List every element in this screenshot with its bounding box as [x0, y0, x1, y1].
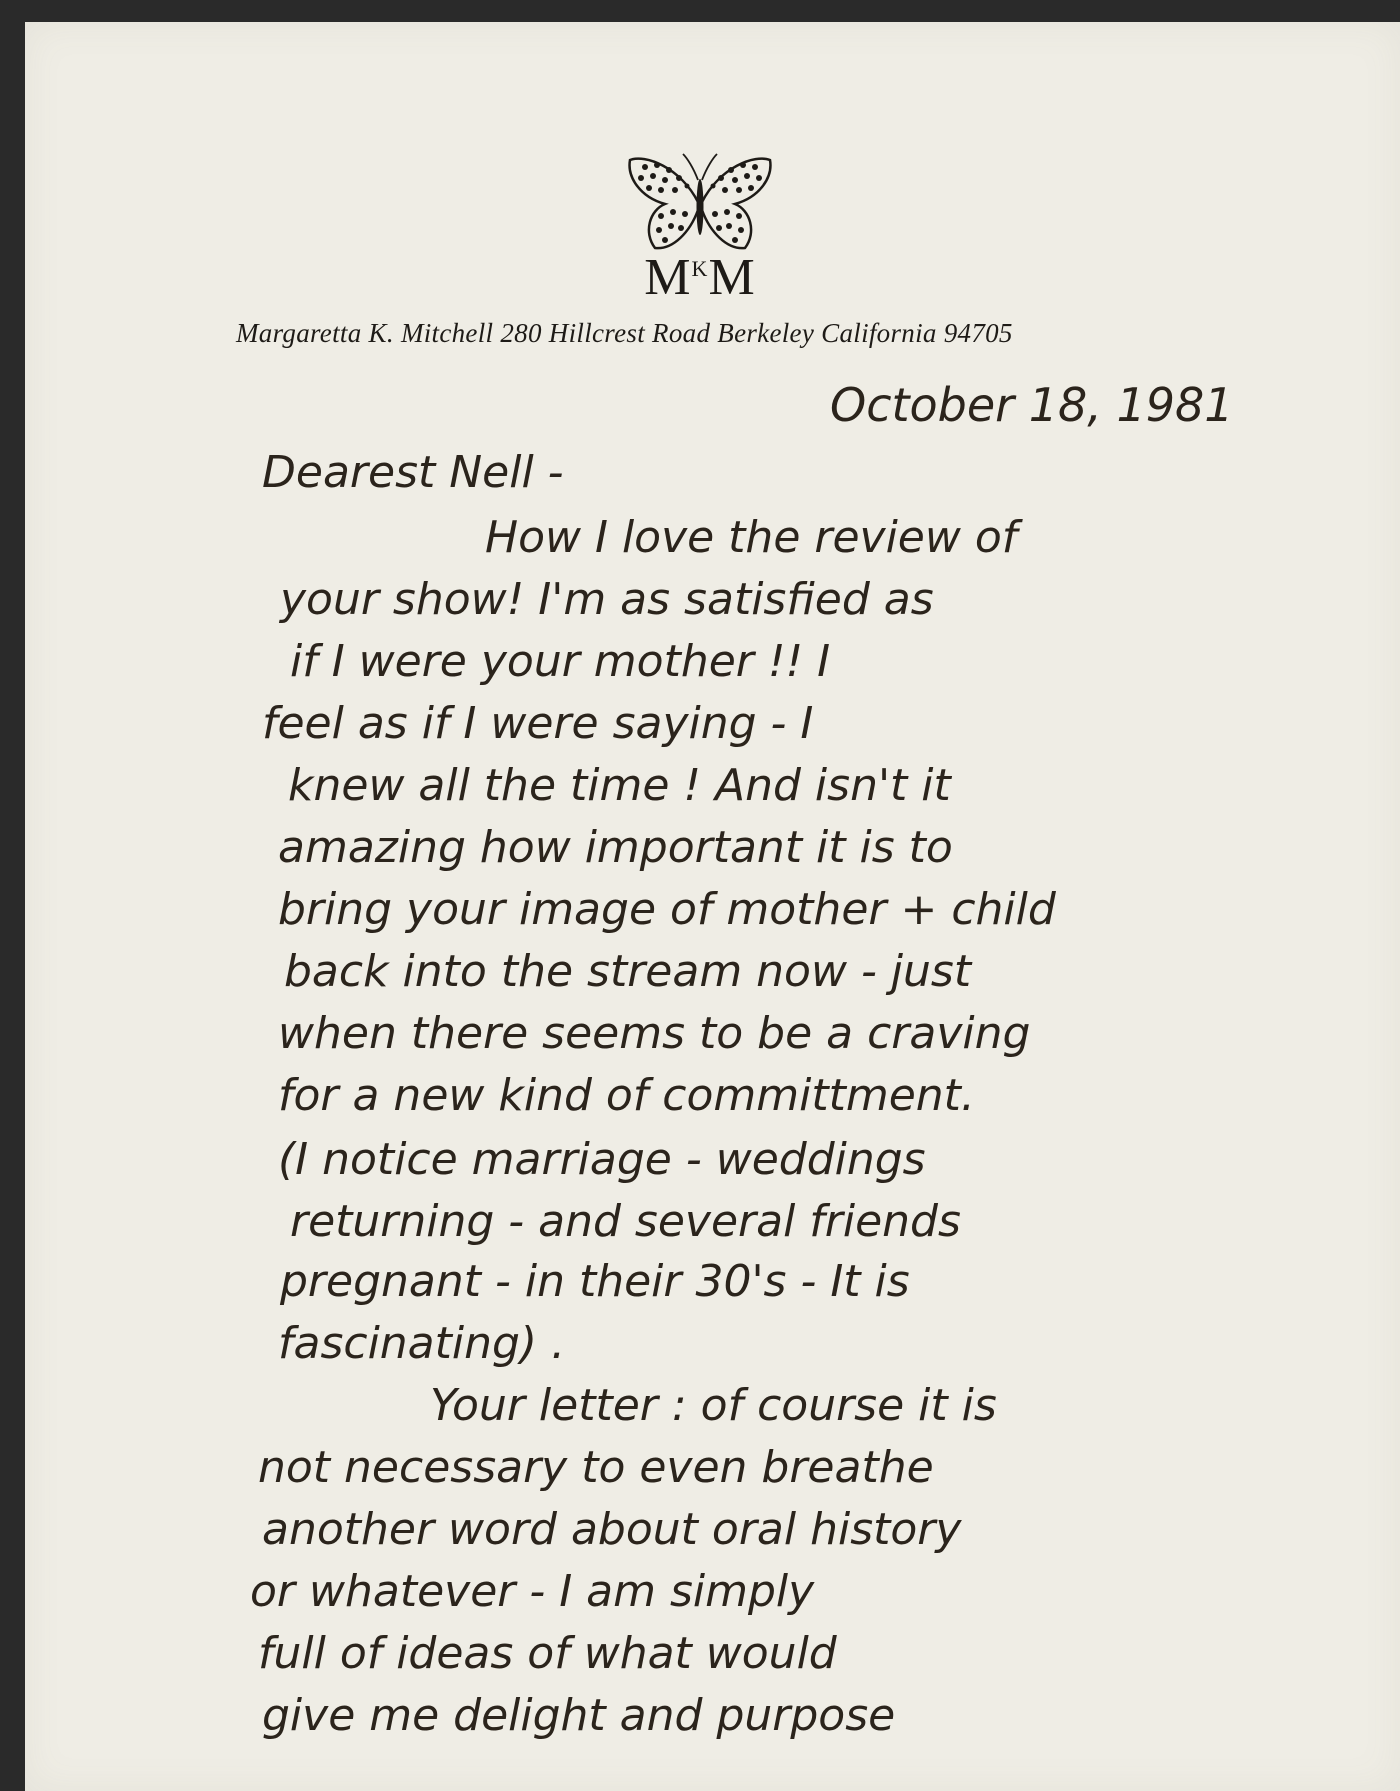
letter-line: knew all the time ! And isn't it — [288, 760, 951, 811]
letter-line: or whatever - I am simply — [250, 1566, 815, 1617]
monogram: $M^KM$ — [644, 249, 756, 306]
letter-line: give me delight and purpose — [262, 1690, 896, 1741]
letter-date: October 18, 1981 — [830, 378, 1234, 432]
letter-line: if I were your mother !! I — [290, 636, 831, 687]
letter-line: back into the stream now - just — [284, 946, 972, 997]
letter-line: when there seems to be a craving — [278, 1008, 1031, 1059]
letter-line: not necessary to even breathe — [258, 1442, 934, 1493]
letter-line: Your letter : of course it is — [430, 1380, 997, 1431]
letter-line: your show! I'm as satisfied as — [280, 574, 934, 625]
letter-line: for a new kind of committment. — [278, 1070, 975, 1121]
letter-line: returning - and several friends — [290, 1196, 961, 1247]
letter-line: amazing how important it is to — [278, 822, 953, 873]
letter-line: another word about oral history — [262, 1504, 962, 1555]
butterfly-icon — [625, 152, 775, 252]
letter-line: bring your image of mother + child — [278, 884, 1056, 935]
letterhead-address: Margaretta K. Mitchell 280 Hillcrest Road Berkeley California 94705 — [236, 318, 1013, 348]
salutation: Dearest Nell - — [262, 447, 564, 498]
letter-line: (I notice marriage - weddings — [278, 1134, 926, 1185]
letter-line: fascinating) . — [278, 1318, 566, 1369]
letter-line: How I love the review of — [485, 512, 1018, 563]
letter-line: feel as if I were saying - I — [262, 698, 814, 749]
letter-line: pregnant - in their 30's - It is — [280, 1256, 910, 1307]
letter-line: full of ideas of what would — [258, 1628, 837, 1679]
